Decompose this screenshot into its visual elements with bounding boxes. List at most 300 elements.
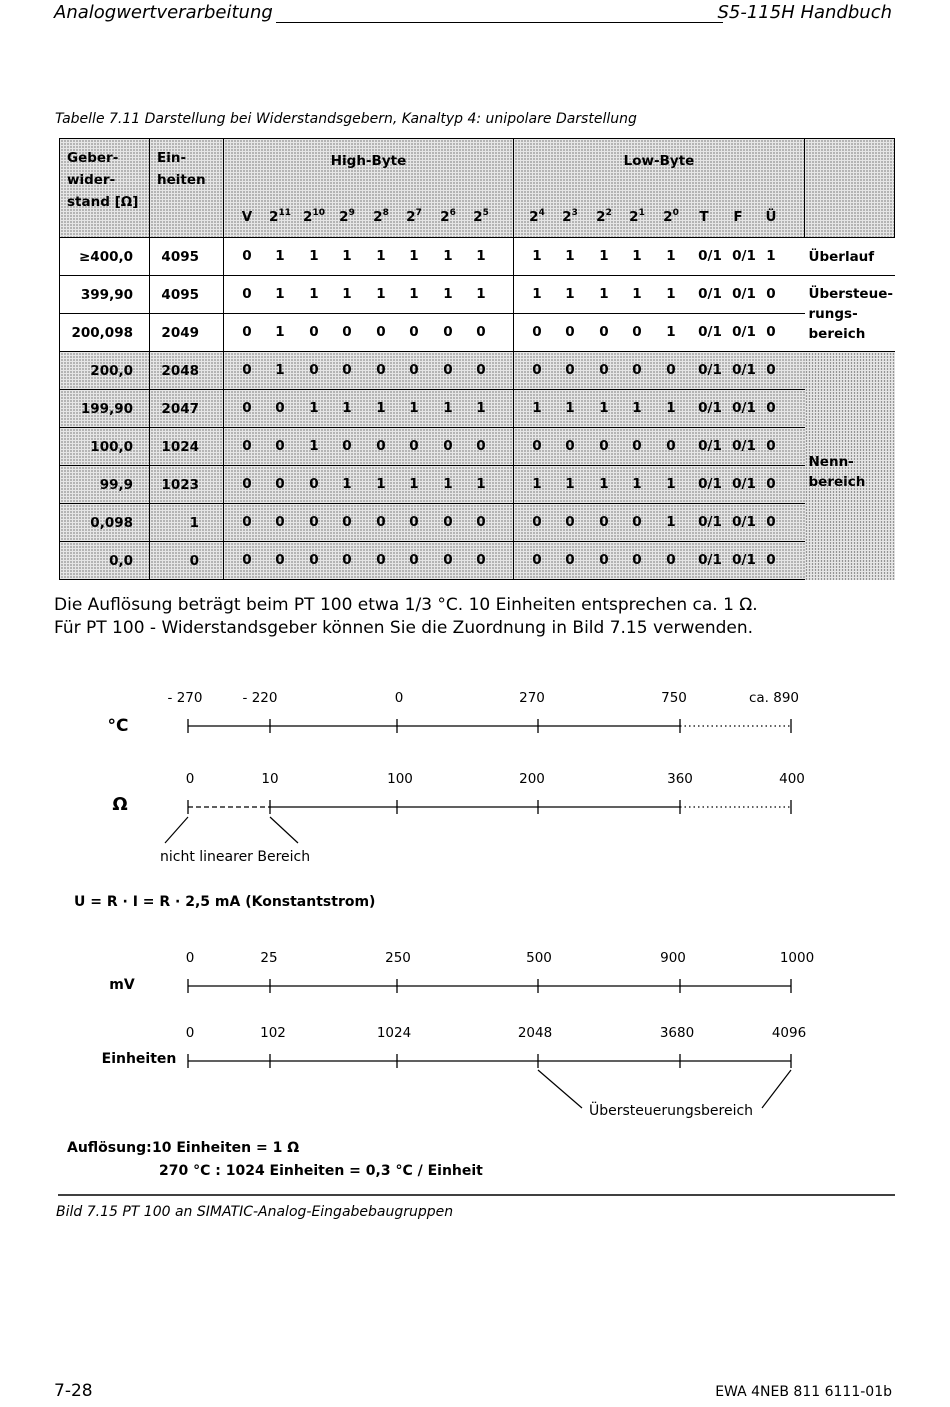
bit-value: 1 <box>532 400 542 416</box>
bit-value: 0/1 <box>732 400 756 416</box>
bit-exponent: 9 <box>348 208 355 218</box>
bit-exponent: 11 <box>278 208 291 218</box>
bit-value: 1 <box>532 286 542 302</box>
bit-value: 0/1 <box>698 514 722 530</box>
bit-value: 0 <box>632 552 642 568</box>
bit-value: 1 <box>443 400 453 416</box>
bit-value: 1 <box>409 286 419 302</box>
bit-value: 0/1 <box>732 248 756 264</box>
header-rule <box>276 22 723 23</box>
bit-value: 0/1 <box>732 476 756 492</box>
low-bit-label <box>587 208 621 225</box>
cell-resistance: 0,0 <box>60 542 150 580</box>
cell-low-byte <box>514 504 805 542</box>
cell-units: 2048 <box>150 352 224 390</box>
bit-value: 1 <box>309 248 319 264</box>
bit-value: 0/1 <box>732 324 756 340</box>
bit-value: 0 <box>443 324 453 340</box>
bit-value: 0 <box>376 514 386 530</box>
tick-label: 1024 <box>376 1025 412 1041</box>
header-section-title: Analogwertverarbeitung <box>54 2 273 23</box>
scale-label: °C <box>107 716 129 736</box>
bit-value: 1 <box>666 286 676 302</box>
bit-value: 1 <box>666 514 676 530</box>
bit-value: 1 <box>409 248 419 264</box>
scale-label: Ω <box>112 794 128 815</box>
bit-value: 0/1 <box>698 400 722 416</box>
header-low-byte <box>514 139 805 238</box>
resistance-table <box>59 138 895 580</box>
cell-low-byte <box>514 466 805 504</box>
bit-value: 1 <box>565 476 575 492</box>
bit-value: 0 <box>443 438 453 454</box>
bit-value: 0/1 <box>732 286 756 302</box>
low-bit-label <box>654 208 688 225</box>
bit-value: 0 <box>409 362 419 378</box>
bit-exponent: 6 <box>449 208 456 218</box>
range-nominal <box>805 352 895 580</box>
bit-value: 1 <box>443 476 453 492</box>
bit-base: 2 <box>562 209 572 225</box>
bit-value: 0/1 <box>732 552 756 568</box>
bit-base: 2 <box>473 209 483 225</box>
bit-value: 0 <box>409 438 419 454</box>
figure-caption: Bild 7.15 PT 100 an SIMATIC-Analog-Eingabebaugruppen <box>56 1204 454 1220</box>
low-bit-label <box>520 208 554 225</box>
bit-value: 0 <box>632 324 642 340</box>
overrange-bracket <box>762 1070 791 1108</box>
bit-value: 0 <box>242 286 252 302</box>
cell-units: 1024 <box>150 428 224 466</box>
tick-label: 750 <box>661 690 687 706</box>
bit-value: 0 <box>275 400 285 416</box>
range-line: rungs- <box>808 305 858 322</box>
table-row <box>60 276 895 314</box>
cell-high-byte <box>224 238 514 276</box>
bit-value: 0/1 <box>698 248 722 264</box>
bit-base: 2 <box>663 209 673 225</box>
cell-high-byte <box>224 314 514 352</box>
bit-value: 1 <box>409 400 419 416</box>
cell-low-byte <box>514 238 805 276</box>
bit-value: 1 <box>342 476 352 492</box>
cell-resistance: 399,90 <box>60 276 150 314</box>
header-units-line: Ein- <box>157 150 187 166</box>
bit-base: F <box>733 209 743 225</box>
overrange-label: Übersteuerungsbereich <box>588 1103 754 1119</box>
bit-value: 1 <box>599 400 609 416</box>
bit-value: 0 <box>766 400 776 416</box>
tick-label: 100 <box>387 771 413 787</box>
bit-value: 0/1 <box>698 552 722 568</box>
tick-label: 0 <box>185 1025 195 1041</box>
bit-value: 0 <box>242 514 252 530</box>
bit-value: 0 <box>565 438 575 454</box>
bit-value: 1 <box>275 286 285 302</box>
bit-value: 0 <box>476 324 486 340</box>
resolution-label: Auflösung: <box>67 1140 152 1156</box>
cell-low-byte <box>514 390 805 428</box>
bit-value: 0 <box>342 362 352 378</box>
bit-value: 1 <box>409 476 419 492</box>
bit-value: 0 <box>376 362 386 378</box>
bit-value: 0/1 <box>732 362 756 378</box>
bit-value: 0 <box>309 476 319 492</box>
tick-label: 1000 <box>779 950 815 966</box>
tick-label: 0 <box>394 690 404 706</box>
cell-low-byte <box>514 314 805 352</box>
table-row <box>60 238 895 276</box>
bit-value: 0/1 <box>698 476 722 492</box>
bit-value: 0 <box>309 514 319 530</box>
bit-value: 0 <box>666 438 676 454</box>
bit-value: 0 <box>766 324 776 340</box>
bit-value: 0 <box>242 552 252 568</box>
low-bit-label <box>620 208 654 225</box>
cell-units: 2049 <box>150 314 224 352</box>
cell-low-byte <box>514 428 805 466</box>
bit-value: 1 <box>666 248 676 264</box>
bit-value: 0 <box>599 552 609 568</box>
table-row <box>60 542 895 580</box>
table-row <box>60 314 895 352</box>
tick-label: ca. 890 <box>748 690 800 706</box>
bit-value: 1 <box>766 248 776 264</box>
bit-value: 0/1 <box>732 514 756 530</box>
cell-units: 0 <box>150 542 224 580</box>
bit-value: 1 <box>342 248 352 264</box>
bit-value: 0 <box>242 400 252 416</box>
bit-value: 0 <box>342 438 352 454</box>
bit-value: 1 <box>275 324 285 340</box>
bit-value: 0 <box>565 552 575 568</box>
table-row <box>60 428 895 466</box>
bit-value: 0 <box>476 362 486 378</box>
low-bit-label <box>754 209 788 225</box>
bit-value: 0 <box>342 514 352 530</box>
table-header-row <box>60 139 895 238</box>
bit-value: 0 <box>666 552 676 568</box>
resolution-line-2: 270 °C : 1024 Einheiten = 0,3 °C / Einheit <box>159 1163 483 1179</box>
tick-label: 900 <box>660 950 686 966</box>
bit-value: 0 <box>342 552 352 568</box>
bit-exponent: 2 <box>605 208 612 218</box>
bit-value: 0 <box>242 438 252 454</box>
bit-value: 1 <box>342 400 352 416</box>
bit-exponent: 7 <box>415 208 422 218</box>
bit-value: 0 <box>476 552 486 568</box>
cell-resistance: 100,0 <box>60 428 150 466</box>
high-bit-label <box>330 208 364 225</box>
bit-value: 0 <box>275 438 285 454</box>
high-bit-label <box>230 209 264 225</box>
cell-resistance: 200,098 <box>60 314 150 352</box>
low-bit-label <box>721 209 755 225</box>
header-range <box>805 139 895 238</box>
bit-exponent: 4 <box>538 208 545 218</box>
callout-line <box>165 817 188 843</box>
bit-base: 2 <box>529 209 539 225</box>
bit-value: 1 <box>376 400 386 416</box>
cell-high-byte <box>224 390 514 428</box>
bit-value: 0 <box>376 438 386 454</box>
bit-value: 1 <box>666 400 676 416</box>
header-resistance-line: stand [Ω] <box>67 194 139 210</box>
resolution-line-1: 10 Einheiten = 1 Ω <box>152 1140 300 1156</box>
header-resistance-line: wider- <box>67 172 116 188</box>
bit-value: 1 <box>476 400 486 416</box>
cell-low-byte <box>514 352 805 390</box>
table-caption: Tabelle 7.11 Darstellung bei Widerstandsgebern, Kanaltyp 4: unipolare Darstellung <box>55 111 637 127</box>
bit-base: Ü <box>765 209 777 225</box>
bit-value: 0 <box>476 438 486 454</box>
cell-low-byte <box>514 276 805 314</box>
cell-low-byte <box>514 542 805 580</box>
cell-resistance: 0,098 <box>60 504 150 542</box>
bit-value: 1 <box>476 286 486 302</box>
cell-resistance: ≥400,0 <box>60 238 150 276</box>
bit-value: 0 <box>632 514 642 530</box>
tick-label: 4096 <box>771 1025 807 1041</box>
cell-high-byte <box>224 504 514 542</box>
bit-exponent: 8 <box>382 208 389 218</box>
bit-value: 0 <box>409 514 419 530</box>
bit-value: 1 <box>476 476 486 492</box>
bit-value: 0 <box>275 514 285 530</box>
paragraph-line: Für PT 100 - Widerstandsgeber können Sie die Zuordnung in Bild 7.15 verwenden. <box>54 618 754 638</box>
range-overrange <box>805 276 895 352</box>
bit-value: 0 <box>632 362 642 378</box>
bit-value: 0 <box>443 514 453 530</box>
bit-value: 0 <box>632 438 642 454</box>
bit-value: 1 <box>476 248 486 264</box>
cell-high-byte <box>224 276 514 314</box>
bit-value: 1 <box>376 248 386 264</box>
table-row <box>60 352 895 390</box>
tick-label: 25 <box>260 950 278 966</box>
high-bit-label <box>464 208 498 225</box>
bit-value: 1 <box>666 476 676 492</box>
bit-value: 0 <box>766 438 776 454</box>
cell-high-byte <box>224 352 514 390</box>
bit-value: 0 <box>242 362 252 378</box>
bit-value: 0 <box>309 324 319 340</box>
explanation-paragraph <box>54 594 758 640</box>
bit-value: 0 <box>666 362 676 378</box>
bit-value: 0 <box>599 438 609 454</box>
bit-value: 0 <box>409 324 419 340</box>
header-resistance-line: Geber- <box>67 150 119 166</box>
bit-value: 1 <box>532 248 542 264</box>
bit-value: 1 <box>565 248 575 264</box>
bit-value: 0 <box>409 552 419 568</box>
bit-exponent: 3 <box>571 208 578 218</box>
bit-base: 2 <box>406 209 416 225</box>
bit-value: 1 <box>666 324 676 340</box>
bit-value: 0/1 <box>698 286 722 302</box>
cell-units: 4095 <box>150 238 224 276</box>
bit-value: 1 <box>599 286 609 302</box>
tick-label: 3680 <box>659 1025 695 1041</box>
tick-label: 400 <box>779 771 805 787</box>
low-byte-label: Low-Byte <box>623 153 695 169</box>
page-number: 7-28 <box>54 1381 93 1401</box>
range-line: Nenn- <box>808 453 854 470</box>
bit-base: 2 <box>596 209 606 225</box>
bit-value: 0 <box>565 324 575 340</box>
low-bit-label <box>687 209 721 225</box>
bit-value: 1 <box>309 400 319 416</box>
scale-label: mV <box>109 977 135 993</box>
bit-value: 1 <box>342 286 352 302</box>
bit-value: 1 <box>376 476 386 492</box>
bit-value: 1 <box>443 248 453 264</box>
bit-value: 1 <box>376 286 386 302</box>
bit-value: 0 <box>766 362 776 378</box>
cell-high-byte <box>224 428 514 466</box>
high-byte-label: High-Byte <box>330 153 407 169</box>
bit-value: 0 <box>376 552 386 568</box>
cell-high-byte <box>224 466 514 504</box>
bit-value: 1 <box>309 438 319 454</box>
bit-value: 0 <box>275 552 285 568</box>
callout-line <box>270 817 298 843</box>
bit-value: 0 <box>532 552 542 568</box>
bit-value: 0/1 <box>698 362 722 378</box>
bit-value: 0 <box>565 514 575 530</box>
tick-label: 10 <box>261 771 279 787</box>
tick-label: - 270 <box>167 690 203 706</box>
range-line: Übersteue- <box>808 285 893 302</box>
bit-value: 0/1 <box>698 324 722 340</box>
tick-label: 250 <box>385 950 411 966</box>
bit-value: 0 <box>242 476 252 492</box>
bit-value: 0 <box>309 362 319 378</box>
bit-base: 2 <box>373 209 383 225</box>
bit-value: 0 <box>443 362 453 378</box>
high-bit-label <box>431 208 465 225</box>
high-bit-label <box>297 208 331 225</box>
bit-value: 1 <box>565 400 575 416</box>
bit-value: 0 <box>376 324 386 340</box>
table-row <box>60 504 895 542</box>
current-formula: U = R · I = R · 2,5 mA (Konstantstrom) <box>74 894 376 910</box>
bit-base: 2 <box>440 209 450 225</box>
high-bit-label <box>364 208 398 225</box>
bit-base: 2 <box>303 209 313 225</box>
high-bit-label <box>397 208 431 225</box>
paragraph-line: Die Auflösung beträgt beim PT 100 etwa 1/3 °C. 10 Einheiten entsprechen ca. 1 Ω. <box>54 595 758 615</box>
bit-value: 0 <box>599 362 609 378</box>
pt100-scale-figure <box>0 680 950 1200</box>
bit-value: 0 <box>532 514 542 530</box>
scale-label: Einheiten <box>101 1051 177 1067</box>
nonlinear-region-label: nicht linearer Bereich <box>160 849 311 865</box>
header-units-line: heiten <box>157 172 206 188</box>
bit-value: 1 <box>532 476 542 492</box>
overrange-bracket <box>538 1070 582 1108</box>
bit-value: 0 <box>532 438 542 454</box>
bit-exponent: 10 <box>312 208 325 218</box>
cell-resistance: 99,9 <box>60 466 150 504</box>
bit-value: 0/1 <box>732 438 756 454</box>
table-row <box>60 390 895 428</box>
bit-exponent: 0 <box>672 208 679 218</box>
bit-exponent: 5 <box>482 208 489 218</box>
bit-value: 1 <box>632 476 642 492</box>
bit-exponent: 1 <box>638 208 645 218</box>
bit-base: 2 <box>339 209 349 225</box>
bit-value: 1 <box>632 248 642 264</box>
bit-value: 0 <box>599 324 609 340</box>
bit-value: 1 <box>565 286 575 302</box>
header-units <box>150 139 224 238</box>
cell-resistance: 200,0 <box>60 352 150 390</box>
bit-value: 0 <box>766 476 776 492</box>
header-book-title: S5-115H Handbuch <box>717 2 892 23</box>
tick-label: 270 <box>519 690 545 706</box>
range-overflow: Überlauf <box>805 238 895 276</box>
bit-value: 0 <box>242 324 252 340</box>
tick-label: 200 <box>519 771 545 787</box>
bit-value: 1 <box>443 286 453 302</box>
cell-units: 2047 <box>150 390 224 428</box>
tick-label: 0 <box>185 950 195 966</box>
cell-resistance: 199,90 <box>60 390 150 428</box>
table-row <box>60 466 895 504</box>
tick-label: 102 <box>260 1025 286 1041</box>
tick-label: 500 <box>526 950 552 966</box>
bit-value: 1 <box>632 400 642 416</box>
tick-label: - 220 <box>242 690 278 706</box>
cell-high-byte <box>224 542 514 580</box>
bit-value: 0 <box>599 514 609 530</box>
bit-value: 0 <box>565 362 575 378</box>
bit-base: T <box>699 209 709 225</box>
bit-value: 1 <box>309 286 319 302</box>
bit-value: 0 <box>342 324 352 340</box>
range-line: bereich <box>808 473 866 490</box>
bit-base: V <box>241 209 253 225</box>
header-high-byte <box>224 139 514 238</box>
cell-units: 4095 <box>150 276 224 314</box>
low-bit-label <box>553 208 587 225</box>
document-id: EWA 4NEB 811 6111-01b <box>715 1384 892 1400</box>
bit-value: 0 <box>476 514 486 530</box>
bit-base: 2 <box>629 209 639 225</box>
bit-value: 0 <box>275 476 285 492</box>
range-line: bereich <box>808 325 866 342</box>
high-bit-label <box>263 208 297 225</box>
bit-value: 1 <box>599 476 609 492</box>
bit-value: 0 <box>242 248 252 264</box>
cell-units: 1023 <box>150 466 224 504</box>
bit-value: 1 <box>275 248 285 264</box>
tick-label: 360 <box>667 771 693 787</box>
cell-units: 1 <box>150 504 224 542</box>
bit-value: 1 <box>275 362 285 378</box>
bit-value: 0 <box>309 552 319 568</box>
bit-value: 0 <box>766 514 776 530</box>
bit-value: 0 <box>766 286 776 302</box>
bit-value: 1 <box>599 248 609 264</box>
tick-label: 0 <box>185 771 195 787</box>
bit-value: 0 <box>443 552 453 568</box>
bit-value: 0 <box>766 552 776 568</box>
bit-value: 0 <box>532 362 542 378</box>
header-resistance <box>60 139 150 238</box>
bit-value: 0 <box>532 324 542 340</box>
